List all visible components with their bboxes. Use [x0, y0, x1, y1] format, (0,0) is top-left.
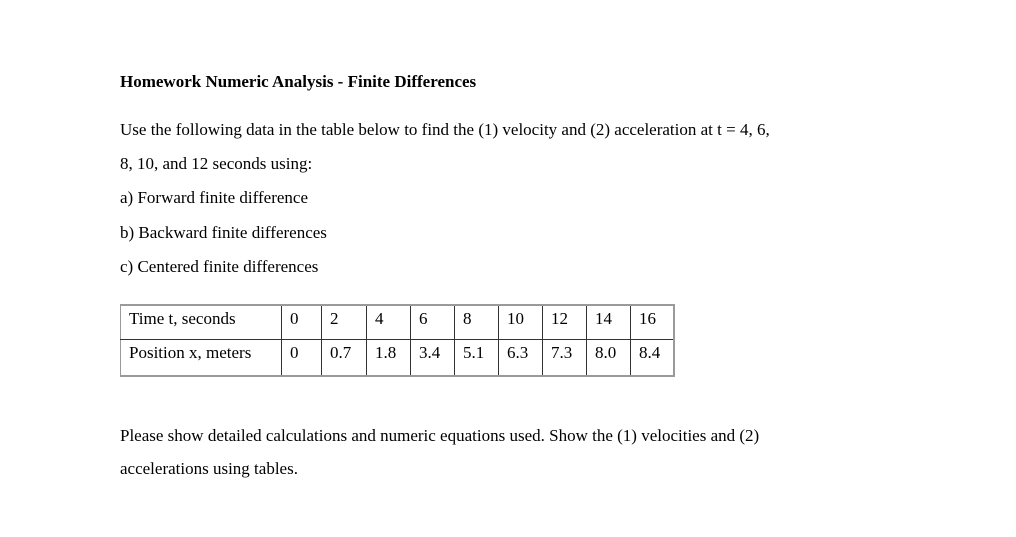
row-header-time: Time t, seconds	[121, 305, 282, 340]
instructions-line-2: accelerations using tables.	[120, 459, 298, 478]
table-cell: 6.3	[499, 340, 543, 377]
data-table	[120, 304, 675, 377]
table-cell: 6	[411, 305, 455, 340]
table-cell: 16	[631, 305, 675, 340]
table-row-time	[121, 305, 675, 340]
document-title: Homework Numeric Analysis - Finite Differences	[120, 72, 477, 91]
table-cell: 0	[282, 305, 322, 340]
intro-text-line-2: 8, 10, and 12 seconds using:	[120, 154, 313, 173]
table-cell: 2	[322, 305, 367, 340]
table-cell: 0.7	[322, 340, 367, 377]
table-row-position	[121, 340, 675, 377]
table-cell: 7.3	[543, 340, 587, 377]
table-cell: 3.4	[411, 340, 455, 377]
table-cell: 8.4	[631, 340, 675, 377]
table-cell: 1.8	[367, 340, 411, 377]
table-cell: 10	[499, 305, 543, 340]
table-cell: 4	[367, 305, 411, 340]
table-cell: 5.1	[455, 340, 499, 377]
table-cell: 0	[282, 340, 322, 377]
table-cell: 8.0	[587, 340, 631, 377]
row-header-position: Position x, meters	[121, 340, 282, 377]
intro-text-line-1: Use the following data in the table below to find the (1) velocity and (2) acceleration at t = 4, 6,	[120, 120, 770, 139]
table-cell: 12	[543, 305, 587, 340]
table-cell: 14	[587, 305, 631, 340]
method-item-centered: c) Centered finite differences	[120, 257, 319, 276]
method-item-forward: a) Forward finite difference	[120, 188, 309, 207]
method-item-backward: b) Backward finite differences	[120, 223, 327, 242]
instructions-line-1: Please show detailed calculations and numeric equations used. Show the (1) velocities and (2)	[120, 426, 760, 445]
table-cell: 8	[455, 305, 499, 340]
